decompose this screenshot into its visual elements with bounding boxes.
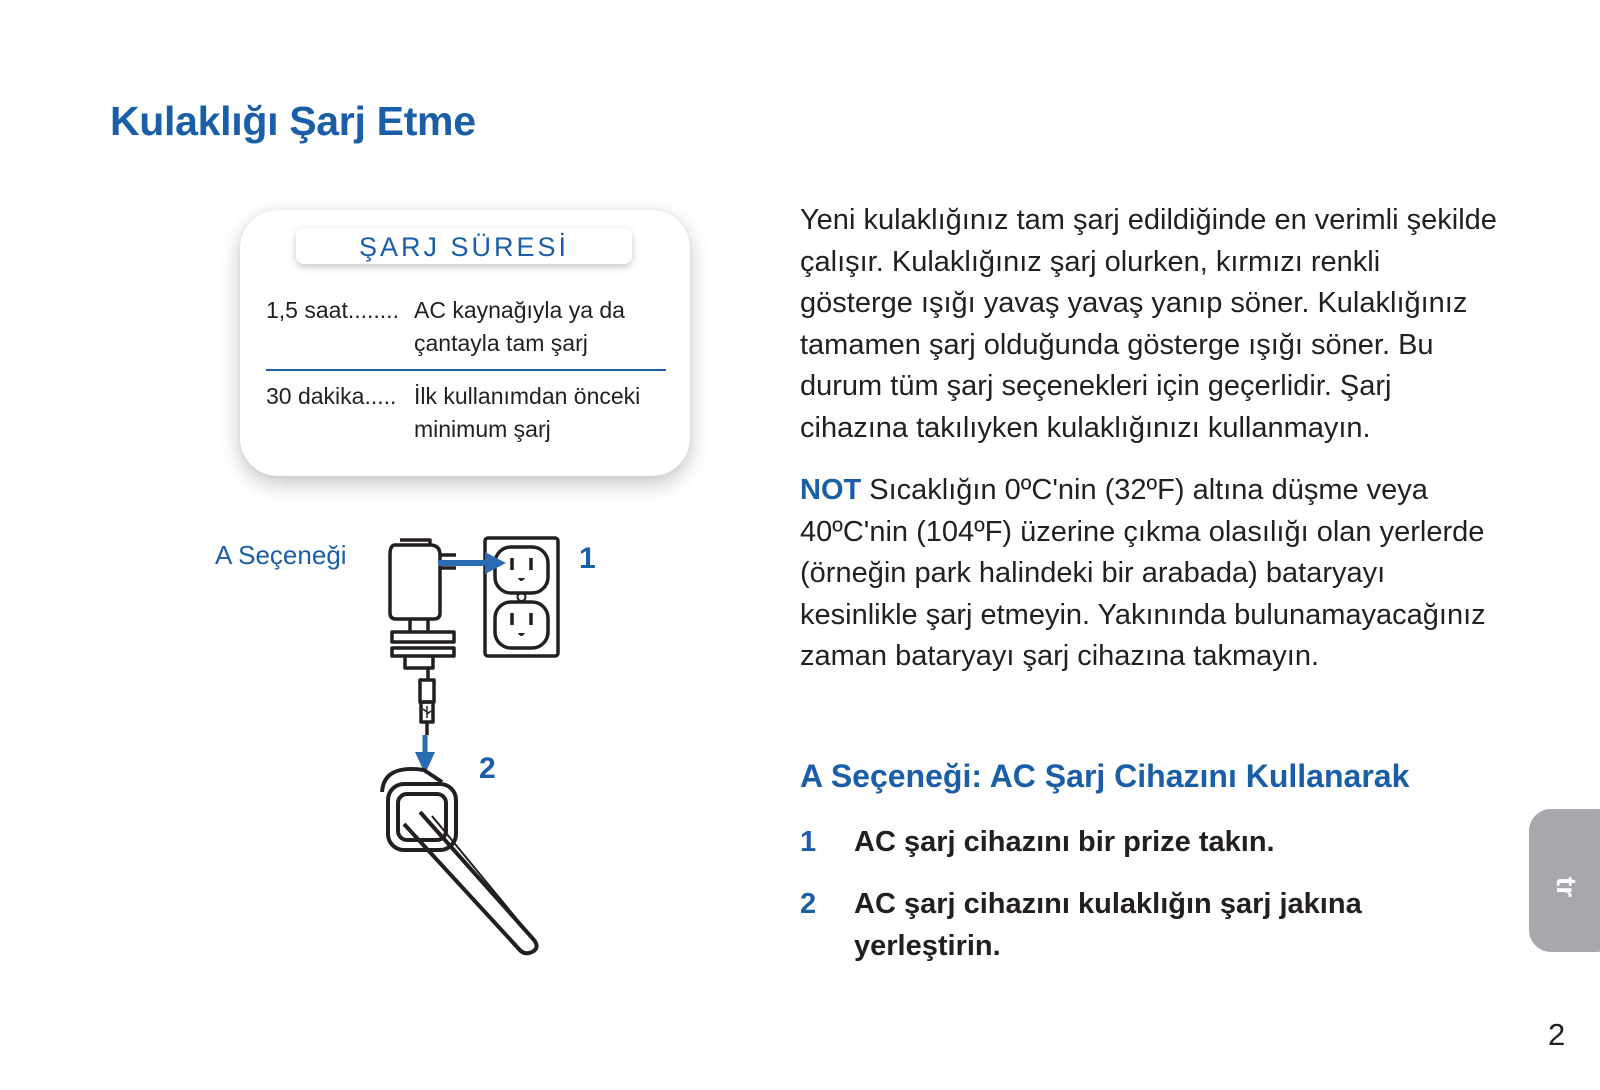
charge-time-title: ŞARJ SÜRESİ [296,228,632,264]
illustration-step-1: 1 [579,542,596,575]
step-text: AC şarj cihazını kulaklığın şarj jakına yerleştirin. [854,888,1362,962]
charge-description: İlk kullanımdan önceki minimum şarj [414,383,641,442]
page-title: Kulaklığı Şarj Etme [110,98,476,144]
charger-illustration [370,530,570,960]
intro-paragraph: Yeni kulaklığınız tam şarj edildiğinde en verimli şekilde çalışır. Kulaklığınız şarj olurken, kırmızı renkli gösterge ışığı yavaş yavaş yanıp söner. Kulaklığınız tamamen şarj olduğunda gösterge ışığı söner. Bu durum tüm şarj seçenekleri için geçerlidir. Şarj cihazına takılıyken kulaklığınızı kullanmayın. [800,204,1497,444]
note-text: Sıcaklığın 0ºC'nin (32ºF) altına düşme veya 40ºC'nin (104ºF) üzerine çıkma olasılığı olan yerlerde (örneğin park halindeki bir arabada) bataryayı kesinlikle şarj etmeyin. Yakınında bulunamayacağınız zaman bataryayı şarj cihazına takmayın. [800,474,1486,672]
ac-adapter-icon [390,540,456,735]
section-heading: A Seçeneği: AC Şarj Cihazını Kullanarak [800,758,1410,794]
charge-description: AC kaynağıyla ya da çantayla tam şarj [414,297,625,356]
note-paragraph [800,470,1500,678]
option-a-label: A Seçeneği [215,540,347,570]
language-tab[interactable] [1529,809,1600,952]
card-divider [266,369,666,371]
note-label: NOT [800,474,862,506]
charge-time: 30 dakika..... [266,383,397,409]
step-number: 1 [800,826,817,858]
usb-icon [423,706,431,718]
step-text: AC şarj cihazını bir prize takın. [854,826,1275,858]
charge-time: 1,5 saat........ [266,297,399,323]
wall-outlet-icon [485,538,558,656]
language-tab-label: tr [1551,876,1583,898]
step-number: 2 [800,888,817,920]
headset-icon [382,769,537,953]
illustration-step-2: 2 [479,752,496,785]
charge-time-card [240,210,690,476]
page-number: 2 [1548,1017,1566,1052]
